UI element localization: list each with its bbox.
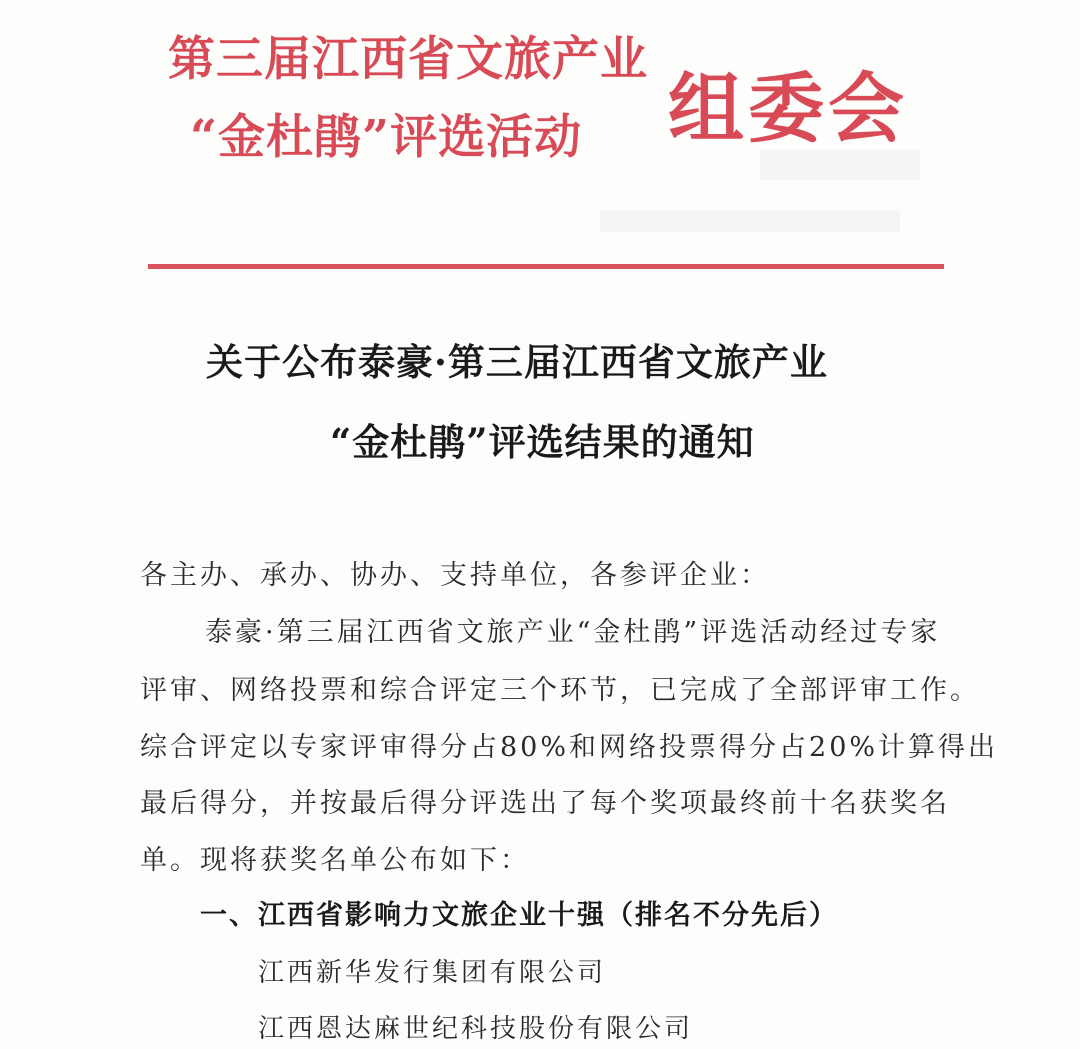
company-list-item: 江西新华发行集团有限公司 [258, 958, 607, 988]
notice-title-line-1: 关于公布泰豪·第三届江西省文旅产业 [206, 340, 828, 384]
company-list-item: 江西恩达麻世纪科技股份有限公司 [258, 1014, 694, 1044]
section-heading: 一、江西省影响力文旅企业十强（排名不分先后） [200, 900, 838, 931]
paragraph-line: 泰豪·第三届江西省文旅产业“金杜鹃”评选活动经过专家 [205, 617, 941, 648]
paragraph-line: 综合评定以专家评审得分占80%和网络投票得分占20%计算得出 [140, 732, 999, 763]
show-through-mark [600, 210, 900, 232]
salutation: 各主办、承办、协办、支持单位，各参评企业： [140, 560, 770, 591]
organizer-name-line-1: 第三届江西省文旅产业 [168, 32, 648, 87]
organizer-name-line-2: “金杜鹃”评选活动 [190, 110, 583, 165]
paragraph-line: 评审、网络投票和综合评定三个环节，已完成了全部评审工作。 [140, 675, 980, 706]
notice-title-line-2: “金杜鹃”评选结果的通知 [330, 420, 755, 464]
paragraph-line: 最后得分，并按最后得分评选出了每个奖项最终前十名获奖名 [140, 788, 950, 819]
letterhead-divider [148, 264, 944, 269]
organizing-committee-label: 组委会 [668, 64, 908, 153]
paragraph-line: 单。现将获奖名单公布如下： [140, 845, 530, 876]
